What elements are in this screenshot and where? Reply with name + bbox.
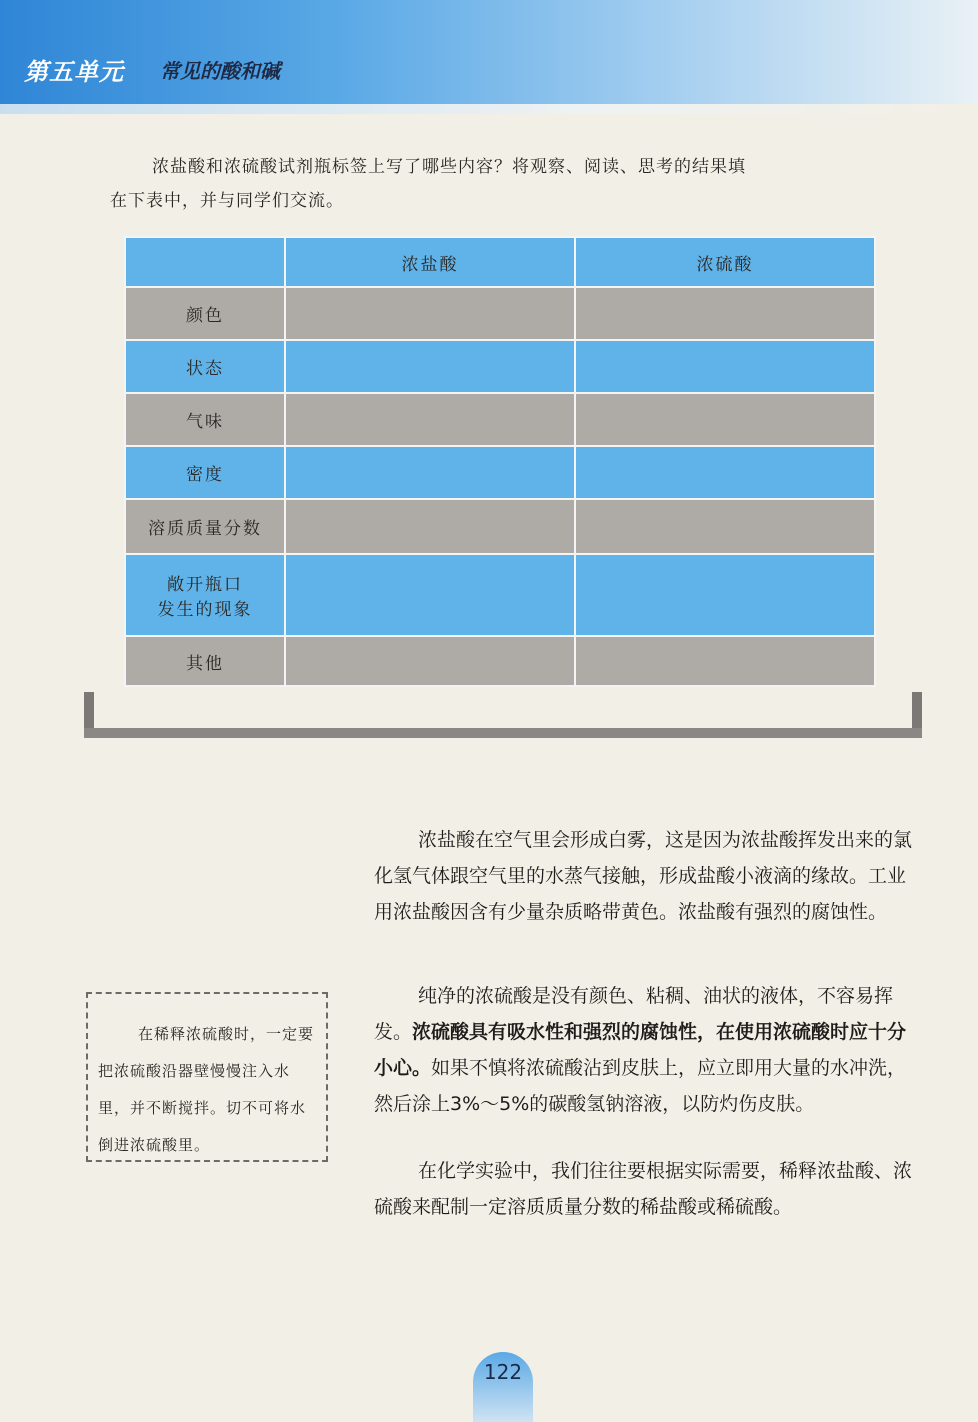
- row-label: 密度: [125, 446, 285, 499]
- unit-subtitle: 常见的酸和碱: [160, 59, 280, 83]
- row-label: 颜色: [125, 287, 285, 340]
- paragraph-hcl: [374, 822, 919, 930]
- cell-hcl: [285, 446, 575, 499]
- safety-note-text: 在稀释浓硫酸时，一定要把浓硫酸沿器壁慢慢注入水里，并不断搅拌。切不可将水倒进浓硫酸里。: [98, 1025, 315, 1154]
- row-label-line-1: 敞开瓶口: [167, 575, 243, 595]
- row-label: 气味: [125, 393, 285, 446]
- cell-h2so4: [575, 636, 875, 686]
- table-header-hcl: 浓盐酸: [285, 237, 575, 287]
- paragraph-h2so4-part-a: 纯净的浓硫酸是没有颜色、粘稠、油状的液体，不容易挥发。: [374, 985, 894, 1043]
- cell-hcl: [285, 287, 575, 340]
- cell-hcl: [285, 499, 575, 554]
- table-row: [125, 393, 875, 446]
- cell-h2so4: [575, 340, 875, 393]
- table-header-row: [125, 237, 875, 287]
- table-header-h2so4: 浓硫酸: [575, 237, 875, 287]
- cell-hcl: [285, 554, 575, 636]
- table-row: [125, 287, 875, 340]
- cell-h2so4: [575, 446, 875, 499]
- paragraph-dilution: [374, 1153, 919, 1225]
- paragraph-h2so4: [374, 978, 919, 1122]
- table-row: [125, 636, 875, 686]
- paragraph-h2so4-part-b: 如果不慎将浓硫酸沾到皮肤上，应立即用大量的水冲洗，然后涂上3%～5%的碳酸氢钠溶液，以防灼伤皮肤。: [374, 1057, 907, 1115]
- header-banner-fade: [0, 104, 978, 114]
- paragraph-h2so4-bold: 浓硫酸具有吸水性和强烈的腐蚀性，在使用浓硫酸时应十分小心。: [374, 1021, 907, 1079]
- safety-note-box: [86, 992, 328, 1162]
- cell-h2so4: [575, 554, 875, 636]
- cell-h2so4: [575, 287, 875, 340]
- intro-text: [110, 150, 880, 218]
- intro-line-1: 浓盐酸和浓硫酸试剂瓶标签上写了哪些内容？将观察、阅读、思考的结果填: [152, 157, 746, 177]
- paragraph-dilution-text: 在化学实验中，我们往往要根据实际需要，稀释浓盐酸、浓硫酸来配制一定溶质质量分数的稀盐酸或稀硫酸。: [374, 1160, 913, 1218]
- header-banner: [0, 0, 978, 104]
- page-number: 122: [483, 1360, 523, 1384]
- row-label: [125, 554, 285, 636]
- table-row: [125, 499, 875, 554]
- paragraph-h2so4-text: [374, 978, 919, 1122]
- cell-h2so4: [575, 393, 875, 446]
- table-header-corner: [125, 237, 285, 287]
- cell-hcl: [285, 393, 575, 446]
- properties-table: [124, 236, 876, 687]
- row-label-line-2: 发生的现象: [157, 600, 253, 620]
- table-row: [125, 554, 875, 636]
- divider-line: [84, 728, 922, 738]
- unit-title: 第五单元: [24, 58, 124, 86]
- intro-line-2: 在下表中，并与同学们交流。: [110, 191, 344, 211]
- table-row: [125, 340, 875, 393]
- row-label: 其他: [125, 636, 285, 686]
- section-divider: [84, 692, 922, 738]
- paragraph-hcl-text: 浓盐酸在空气里会形成白雾，这是因为浓盐酸挥发出来的氯化氢气体跟空气里的水蒸气接触，形成盐酸小液滴的缘故。工业用浓盐酸因含有少量杂质略带黄色。浓盐酸有强烈的腐蚀性。: [374, 829, 913, 923]
- cell-hcl: [285, 340, 575, 393]
- row-label: 状态: [125, 340, 285, 393]
- cell-h2so4: [575, 499, 875, 554]
- cell-hcl: [285, 636, 575, 686]
- table-row: [125, 446, 875, 499]
- row-label: 溶质质量分数: [125, 499, 285, 554]
